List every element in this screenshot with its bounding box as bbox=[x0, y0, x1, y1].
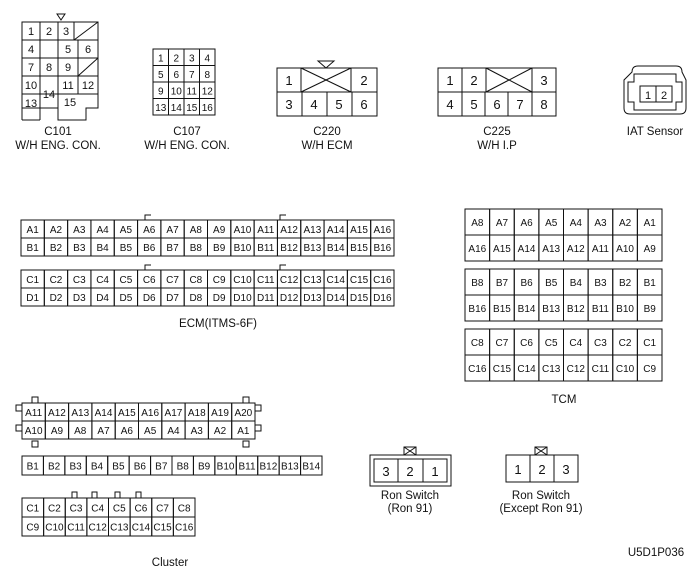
pin-label: B4 bbox=[569, 278, 582, 289]
latch-tab bbox=[32, 441, 38, 447]
pin-label: D3 bbox=[72, 293, 86, 304]
connector-ron-switch-91 bbox=[370, 447, 451, 515]
pin-label: C16 bbox=[373, 275, 392, 286]
latch-tab bbox=[16, 405, 22, 411]
pin-label: B2 bbox=[49, 243, 63, 254]
pin-label: A10 bbox=[24, 426, 43, 437]
pin-label: 6 bbox=[493, 97, 501, 112]
pin-label: 3 bbox=[62, 26, 70, 38]
pin-label: A13 bbox=[542, 244, 561, 255]
pin-label: D10 bbox=[233, 293, 252, 304]
connector-ron-switch-except-91 bbox=[499, 447, 582, 515]
pin-label: 3 bbox=[188, 53, 195, 65]
pin-label: 4 bbox=[204, 53, 211, 65]
connector-c101 bbox=[15, 14, 101, 152]
pin-label: 8 bbox=[204, 69, 211, 81]
pin-label: A10 bbox=[616, 244, 634, 255]
pin-label: 13 bbox=[24, 98, 38, 110]
pin-label: B12 bbox=[280, 243, 298, 254]
connector-iat-sensor bbox=[624, 66, 686, 138]
latch-tab bbox=[145, 215, 151, 220]
pin-label: A6 bbox=[520, 218, 533, 229]
pin-label: B3 bbox=[594, 278, 607, 289]
pin-label: C9 bbox=[212, 275, 226, 286]
latch-tab bbox=[243, 397, 249, 403]
pin-label: 3 bbox=[382, 464, 390, 479]
pin-label: A14 bbox=[517, 244, 536, 255]
pin-label: 6 bbox=[360, 97, 368, 112]
pin-label: A19 bbox=[211, 408, 229, 419]
pin-label: A5 bbox=[119, 225, 133, 236]
latch-tab bbox=[243, 441, 249, 447]
pin-label: D16 bbox=[373, 293, 392, 304]
pin-label: A3 bbox=[594, 218, 607, 229]
pin-label: A11 bbox=[591, 244, 609, 255]
pin-label: B13 bbox=[542, 304, 561, 315]
pin-label: 1 bbox=[514, 462, 522, 477]
pin-label: 1 bbox=[446, 73, 454, 88]
pin-label: A8 bbox=[74, 426, 87, 437]
pin-label: A1 bbox=[643, 218, 656, 229]
pin-label: B4 bbox=[90, 461, 104, 473]
connector-ecm bbox=[21, 215, 394, 306]
latch-tab bbox=[255, 405, 261, 411]
pin-label: A4 bbox=[96, 225, 109, 236]
pin-label: C12 bbox=[566, 364, 585, 375]
pin-label: B5 bbox=[112, 461, 125, 473]
pin-label: A1 bbox=[26, 225, 39, 236]
pin-label: C4 bbox=[91, 503, 105, 515]
pin-label: C15 bbox=[492, 364, 512, 375]
connector-name: C107 bbox=[173, 126, 201, 138]
pin-label: A8 bbox=[189, 225, 202, 236]
pin-label: B1 bbox=[643, 278, 656, 289]
pin-label: C8 bbox=[177, 503, 191, 515]
pin-label: D12 bbox=[279, 293, 299, 304]
pin-label: D5 bbox=[119, 293, 133, 304]
pin-label: C6 bbox=[142, 275, 156, 286]
pin-label: 5 bbox=[335, 97, 343, 112]
pin-label: A8 bbox=[471, 218, 484, 229]
pin-label: 15 bbox=[186, 102, 198, 114]
connector-name: IAT Sensor bbox=[626, 126, 684, 138]
pin-label: 2 bbox=[45, 26, 53, 38]
pin-label: A9 bbox=[213, 225, 226, 236]
connector-desc: W/H ENG. CON. bbox=[144, 140, 230, 152]
latch-tab bbox=[92, 492, 97, 498]
pin-label: C7 bbox=[166, 275, 179, 286]
pin-label: 15 bbox=[63, 97, 77, 109]
connector-name: C220 bbox=[313, 126, 341, 138]
pin-label: C1 bbox=[26, 503, 40, 515]
connector-desc: W/H ECM bbox=[301, 140, 353, 152]
latch-tab bbox=[16, 425, 22, 431]
connector-name: ECM(ITMS-6F) bbox=[179, 318, 257, 330]
pin-label: A2 bbox=[618, 218, 632, 229]
connector-name: Ron Switch bbox=[380, 490, 440, 502]
connector-c107 bbox=[153, 49, 215, 115]
pin-label: C14 bbox=[326, 275, 345, 286]
pin-label: A16 bbox=[468, 244, 487, 255]
pin-label: 2 bbox=[660, 90, 668, 102]
pin-label: 2 bbox=[360, 73, 368, 88]
pin-label: A12 bbox=[280, 225, 298, 236]
pin-label: C3 bbox=[72, 275, 86, 286]
pin-label: 7 bbox=[27, 62, 35, 74]
pin-label: A1 bbox=[237, 426, 250, 437]
pin-label: B12 bbox=[566, 304, 585, 315]
pin-label: A11 bbox=[257, 225, 275, 236]
pin-label: A15 bbox=[493, 244, 511, 255]
pin-label: B16 bbox=[468, 304, 487, 315]
pin-label: B3 bbox=[69, 461, 82, 473]
pin-label: 3 bbox=[540, 73, 548, 88]
pin-label: 8 bbox=[540, 97, 548, 112]
pin-label: D6 bbox=[142, 293, 156, 304]
pin-label: D4 bbox=[96, 293, 109, 304]
pin-label: A10 bbox=[233, 225, 252, 236]
pin-label: 11 bbox=[186, 86, 197, 98]
pin-label: A4 bbox=[569, 218, 582, 229]
pin-label: 6 bbox=[173, 69, 180, 81]
pin-label: A7 bbox=[97, 426, 110, 437]
pin-label: C15 bbox=[349, 275, 369, 286]
pin-label: A15 bbox=[350, 225, 368, 236]
latch-tab bbox=[32, 397, 38, 403]
pin-label: 1 bbox=[431, 464, 439, 479]
pin-label: C7 bbox=[156, 503, 169, 515]
pin-label: B2 bbox=[618, 278, 632, 289]
pin-label: D11 bbox=[256, 293, 275, 304]
pin-label: C4 bbox=[96, 275, 109, 286]
pin-label: 5 bbox=[157, 69, 164, 81]
pin-label: A14 bbox=[326, 225, 345, 236]
pin-label: A12 bbox=[48, 408, 66, 419]
pin-label: 7 bbox=[516, 97, 524, 112]
pin-label: B1 bbox=[26, 243, 39, 254]
pin-label: D8 bbox=[189, 293, 203, 304]
pin-label: 14 bbox=[170, 102, 182, 114]
connector-desc: (Except Ron 91) bbox=[499, 503, 583, 515]
pin-label: A7 bbox=[495, 218, 509, 229]
pin-label: C16 bbox=[175, 522, 194, 534]
pin-label: B8 bbox=[471, 278, 484, 289]
pin-label: D13 bbox=[303, 293, 322, 304]
pin-label: B6 bbox=[143, 243, 156, 254]
pin-label: B13 bbox=[280, 461, 299, 473]
pin-label: B6 bbox=[133, 461, 146, 473]
pin-label: C2 bbox=[48, 503, 61, 515]
pin-label: B13 bbox=[303, 243, 322, 254]
pin-label: B14 bbox=[302, 461, 321, 473]
pin-label: C16 bbox=[468, 364, 487, 375]
pin-label: A3 bbox=[190, 426, 203, 437]
connector-desc: W/H I.P bbox=[477, 140, 517, 152]
pin-label: B5 bbox=[119, 243, 133, 254]
pin-label: A6 bbox=[143, 225, 156, 236]
latch-tab bbox=[280, 265, 286, 270]
pin-label: B10 bbox=[616, 304, 634, 315]
pin-label: B15 bbox=[350, 243, 368, 254]
pin-label: C4 bbox=[569, 338, 583, 349]
pin-label: 4 bbox=[310, 97, 318, 112]
pin-label: B8 bbox=[176, 461, 189, 473]
pin-label: C11 bbox=[591, 364, 610, 375]
pin-label: B1 bbox=[26, 461, 39, 473]
pin-label: D2 bbox=[49, 293, 63, 304]
pin-label: B14 bbox=[326, 243, 345, 254]
pin-label: A3 bbox=[73, 225, 86, 236]
pin-label: C8 bbox=[189, 275, 203, 286]
pin-label: A5 bbox=[144, 426, 157, 437]
pin-label: C2 bbox=[49, 275, 63, 286]
connector-name: C225 bbox=[483, 126, 511, 138]
pin-label: B2 bbox=[48, 461, 61, 473]
pin-label: B11 bbox=[591, 304, 609, 315]
pin-label: 16 bbox=[201, 102, 213, 114]
pin-label: A13 bbox=[303, 225, 322, 236]
pin-label: A7 bbox=[166, 225, 179, 236]
latch-tab bbox=[145, 265, 151, 270]
pin-label: 1 bbox=[285, 73, 293, 88]
pin-label: A18 bbox=[187, 408, 206, 419]
pin-label: A20 bbox=[234, 408, 253, 419]
pin-label: A11 bbox=[25, 408, 43, 419]
connector-c220 bbox=[277, 61, 377, 152]
connector-name: C101 bbox=[44, 126, 72, 138]
pin-label: A16 bbox=[141, 408, 160, 419]
latch-tab bbox=[280, 215, 286, 220]
pin-label: A14 bbox=[94, 408, 113, 419]
pin-label: B16 bbox=[373, 243, 392, 254]
pin-label: A4 bbox=[167, 426, 180, 437]
connector-tcm bbox=[465, 209, 662, 381]
pin-label: A15 bbox=[117, 408, 136, 419]
pin-label: B12 bbox=[259, 461, 278, 473]
pin-label: 11 bbox=[62, 80, 74, 92]
pin-label: 10 bbox=[24, 80, 38, 92]
pin-label: C2 bbox=[618, 338, 632, 349]
pin-label: 1 bbox=[27, 26, 35, 38]
pin-label: A5 bbox=[545, 218, 558, 229]
pin-label: B11 bbox=[238, 461, 256, 473]
pin-label: B9 bbox=[198, 461, 211, 473]
pin-label: A16 bbox=[373, 225, 392, 236]
pin-label: C10 bbox=[45, 522, 64, 534]
pin-label: 2 bbox=[406, 464, 414, 479]
pin-label: A12 bbox=[566, 244, 585, 255]
pin-label: C1 bbox=[643, 338, 657, 349]
pin-label: A13 bbox=[71, 408, 90, 419]
pin-label: A2 bbox=[49, 225, 63, 236]
pin-label: 2 bbox=[173, 53, 180, 65]
pin-label: 5 bbox=[470, 97, 478, 112]
pin-label: C5 bbox=[544, 338, 558, 349]
pin-label: C9 bbox=[643, 364, 657, 375]
pin-label: 9 bbox=[64, 62, 72, 74]
pin-label: B7 bbox=[155, 461, 168, 473]
pin-label: C7 bbox=[495, 338, 509, 349]
pin-label: B4 bbox=[96, 243, 109, 254]
connector-name: Cluster bbox=[151, 557, 189, 569]
pin-label: D1 bbox=[26, 293, 40, 304]
pin-label: C9 bbox=[26, 522, 40, 534]
connector-cluster bbox=[16, 397, 322, 536]
pin-label: D9 bbox=[212, 293, 226, 304]
latch-tab bbox=[72, 492, 77, 498]
connector-name: Ron Switch bbox=[511, 490, 571, 502]
pin-label: 10 bbox=[170, 86, 182, 98]
pin-label: B15 bbox=[493, 304, 511, 315]
pin-label: C3 bbox=[69, 503, 83, 515]
pin-label: B11 bbox=[257, 243, 275, 254]
pin-label: B3 bbox=[73, 243, 86, 254]
pin-label: C12 bbox=[279, 275, 299, 286]
pin-label: C5 bbox=[112, 503, 126, 515]
latch-tab bbox=[136, 492, 141, 498]
pin-label: C14 bbox=[131, 522, 151, 534]
pin-label: B9 bbox=[643, 304, 656, 315]
pin-label: B10 bbox=[216, 461, 235, 473]
pin-label: C15 bbox=[153, 522, 172, 534]
pin-label: C6 bbox=[520, 338, 533, 349]
pin-label: B10 bbox=[233, 243, 252, 254]
pin-label: C10 bbox=[615, 364, 635, 375]
pin-label: C11 bbox=[256, 275, 275, 286]
pin-label: 4 bbox=[446, 97, 454, 112]
pin-label: B14 bbox=[517, 304, 536, 315]
pin-label: 1 bbox=[157, 53, 164, 65]
drawing-code: U5D1P036 bbox=[627, 547, 685, 559]
pin-label: 6 bbox=[84, 44, 92, 56]
pin-label: C11 bbox=[67, 522, 85, 534]
pin-label: C13 bbox=[303, 275, 322, 286]
pin-label: B9 bbox=[213, 243, 226, 254]
connector-desc: W/H ENG. CON. bbox=[15, 140, 101, 152]
pin-label: C13 bbox=[542, 364, 561, 375]
pin-label: C1 bbox=[26, 275, 40, 286]
pin-label: 9 bbox=[157, 86, 164, 98]
pin-label: 12 bbox=[81, 80, 95, 92]
pin-label: A17 bbox=[164, 408, 183, 419]
pin-label: 13 bbox=[155, 102, 167, 114]
pin-label: B6 bbox=[520, 278, 533, 289]
connector-c225 bbox=[438, 68, 556, 152]
pin-label: 3 bbox=[562, 462, 570, 477]
pin-label: C12 bbox=[88, 522, 107, 534]
pin-label: 4 bbox=[27, 44, 35, 56]
pin-label: C3 bbox=[594, 338, 607, 349]
pin-label: 7 bbox=[188, 69, 195, 81]
pin-label: 12 bbox=[201, 86, 213, 98]
pin-label: 2 bbox=[470, 73, 478, 88]
connector-name: TCM bbox=[551, 394, 577, 406]
pin-label: 1 bbox=[644, 90, 652, 102]
pin-label: C5 bbox=[119, 275, 133, 286]
pin-label: B7 bbox=[166, 243, 179, 254]
pin-label: 5 bbox=[64, 44, 72, 56]
pin-label: C14 bbox=[517, 364, 536, 375]
pin-label: D7 bbox=[166, 293, 179, 304]
pin-label: A9 bbox=[643, 244, 656, 255]
connector-desc: (Ron 91) bbox=[387, 503, 433, 515]
pin-label: B5 bbox=[545, 278, 558, 289]
pin-label: 14 bbox=[42, 89, 56, 101]
pin-label: C10 bbox=[233, 275, 252, 286]
pin-label: 2 bbox=[538, 462, 546, 477]
pin-label: C8 bbox=[470, 338, 484, 349]
pin-label: C13 bbox=[110, 522, 129, 534]
latch-tab bbox=[115, 492, 120, 498]
pin-label: 3 bbox=[285, 97, 293, 112]
pin-label: A9 bbox=[50, 426, 64, 437]
pin-label: D15 bbox=[349, 293, 369, 304]
pin-label: 8 bbox=[45, 62, 53, 74]
pin-label: B7 bbox=[495, 278, 509, 289]
pin-label: C6 bbox=[134, 503, 148, 515]
pin-label: A2 bbox=[213, 426, 227, 437]
pin-label: D14 bbox=[326, 293, 345, 304]
latch-tab bbox=[255, 425, 261, 431]
pin-label: A6 bbox=[120, 426, 133, 437]
pin-label: B8 bbox=[189, 243, 202, 254]
